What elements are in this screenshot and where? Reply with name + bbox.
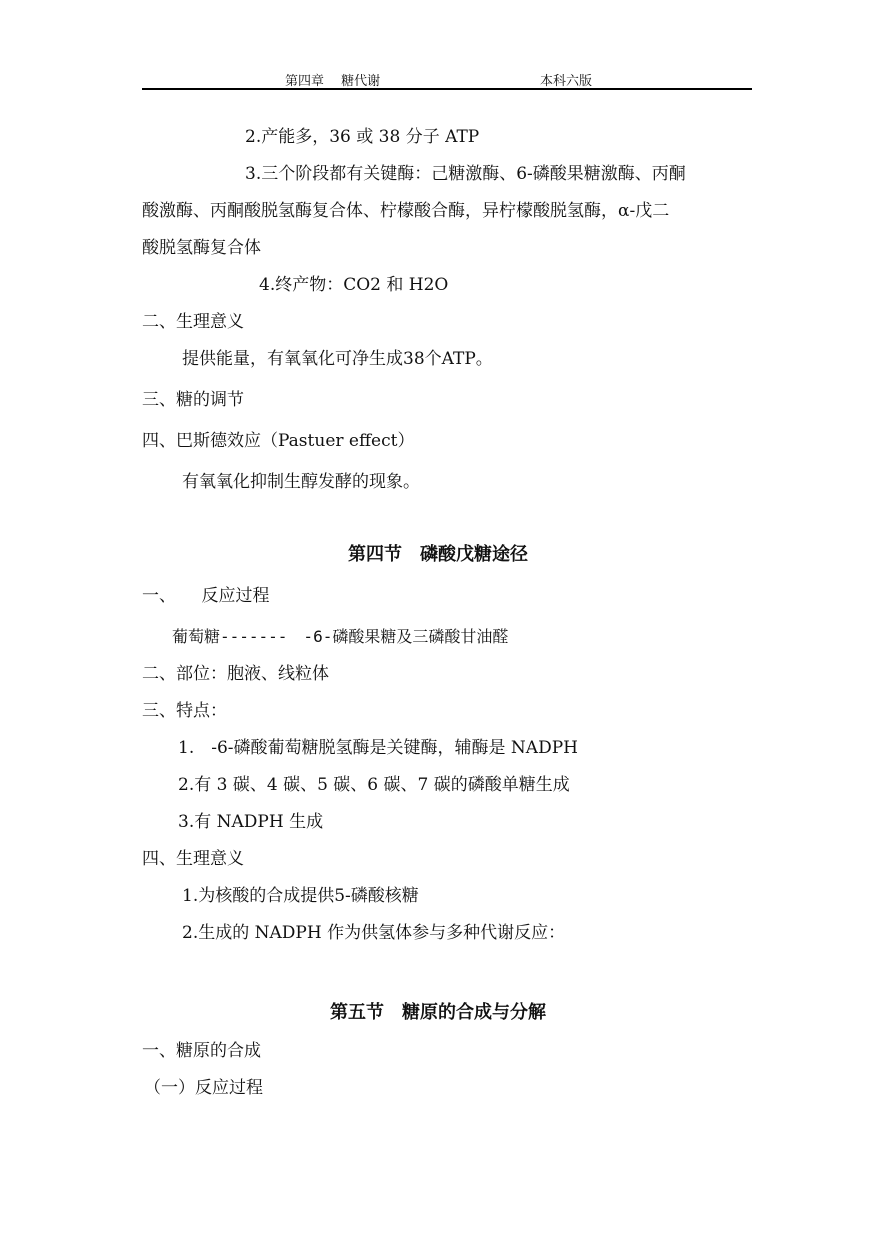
header-rule [142, 88, 752, 90]
section4-feature-item: 2.有 3 碳、4 碳、5 碳、6 碳、7 碳的磷酸单糖生成 [178, 775, 570, 795]
feature-energy-yield: 2.产能多，36 或 38 分子 ATP [245, 127, 480, 147]
regulation-heading: 三、糖的调节 [142, 390, 244, 410]
header-edition: 本科六版 [540, 74, 593, 89]
section5-title: 第五节 糖原的合成与分解 [330, 1002, 546, 1023]
section4-process-heading: 一、 反应过程 [142, 586, 270, 606]
section4-features-heading: 三、特点： [142, 701, 227, 721]
section5-process-heading: （一）反应过程 [144, 1078, 263, 1098]
page-header [142, 68, 752, 88]
pasteur-effect-heading: 四、巴斯德效应（Pastuer effect） [142, 431, 415, 451]
significance-text: 提供能量，有氧氧化可净生成38个ATP。 [182, 349, 493, 369]
section4-feature-item: 3.有 NADPH 生成 [178, 812, 324, 832]
significance-heading: 二、生理意义 [142, 312, 244, 332]
section4-process-text: 葡萄糖------- -6-磷酸果糖及三磷酸甘油醛 [172, 627, 509, 646]
section4-feature-item: 1. -6-磷酸葡萄糖脱氢酶是关键酶，辅酶是 NADPH [178, 738, 578, 758]
section4-significance-heading: 四、生理意义 [142, 849, 244, 869]
feature-key-enzymes-line2: 酸激酶、丙酮酸脱氢酶复合体、柠檬酸合酶，异柠檬酸脱氢酶，α-戊二 [142, 201, 670, 221]
section4-significance-item: 2.生成的 NADPH 作为供氢体参与多种代谢反应： [182, 923, 566, 943]
section5-synthesis-heading: 一、糖原的合成 [142, 1041, 261, 1061]
section4-significance-item: 1.为核酸的合成提供5-磷酸核糖 [182, 886, 419, 906]
section4-title: 第四节 磷酸戊糖途径 [348, 544, 528, 565]
feature-key-enzymes-line1: 3.三个阶段都有关键酶：己糖激酶、6-磷酸果糖激酶、丙酮 [245, 164, 686, 184]
feature-key-enzymes-line3: 酸脱氢酶复合体 [142, 238, 261, 258]
feature-end-products: 4.终产物：CO2 和 H2O [259, 275, 449, 295]
pasteur-effect-text: 有氧氧化抑制生醇发酵的现象。 [182, 472, 420, 492]
section4-location: 二、部位：胞液、线粒体 [142, 664, 329, 684]
header-chapter: 第四章 糖代谢 [285, 74, 381, 89]
